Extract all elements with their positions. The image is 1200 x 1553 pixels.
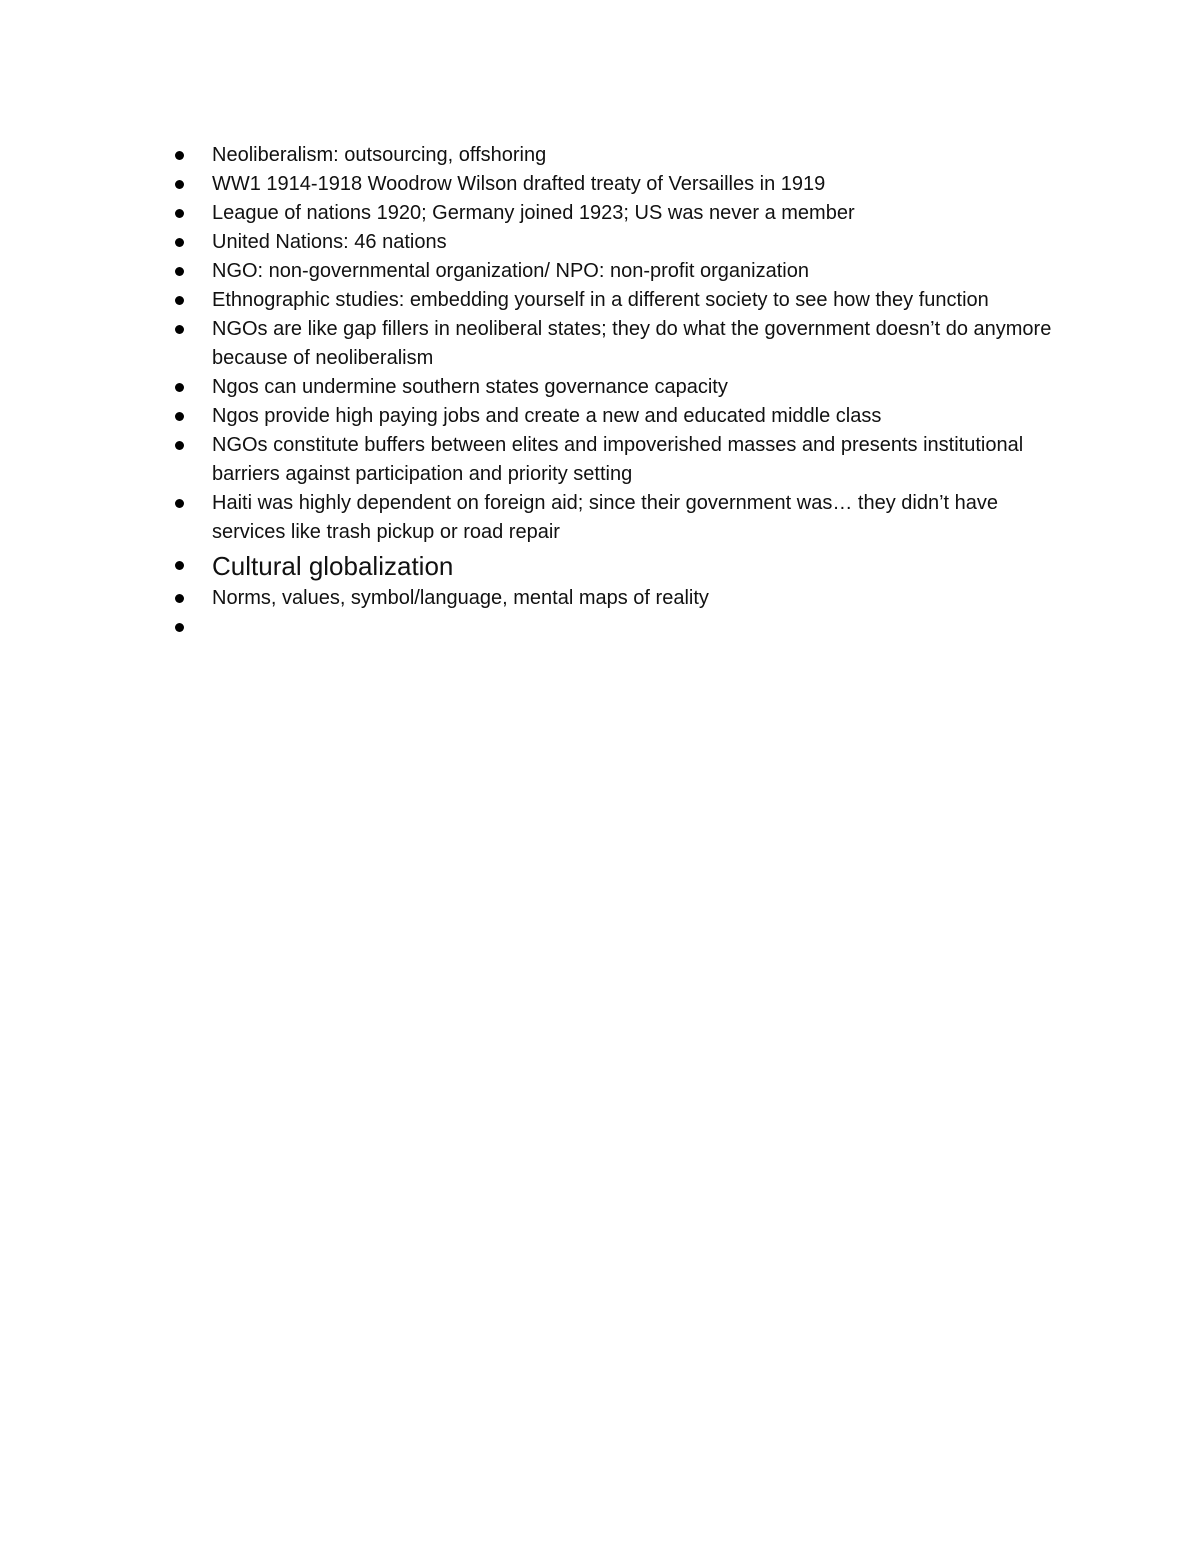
list-item xyxy=(0,228,1072,257)
list-item-text: League of nations 1920; Germany joined 1923; US was never a member xyxy=(212,202,855,224)
bullet-icon xyxy=(175,412,184,421)
bullet-icon xyxy=(175,383,184,392)
list-item xyxy=(0,584,1072,613)
list-item xyxy=(0,257,1072,286)
bullet-icon xyxy=(175,499,184,508)
list-item-text: Cultural globalization xyxy=(212,551,454,581)
bullet-icon xyxy=(175,267,184,276)
list-item-text: Haiti was highly dependent on foreign aid; since their government was… they didn’t have services like trash pickup or road repair xyxy=(212,492,999,543)
list-item-text: Ngos can undermine southern states governance capacity xyxy=(212,376,728,398)
list-item xyxy=(0,170,1072,199)
list-item xyxy=(0,431,1072,489)
list-item-heading xyxy=(0,547,1072,584)
list-item xyxy=(0,315,1072,373)
bullet-list xyxy=(0,141,1200,642)
bullet-icon xyxy=(175,441,184,450)
list-item-text: Ethnographic studies: embedding yourself in a different society to see how they function xyxy=(212,289,989,311)
list-item xyxy=(0,489,1072,547)
list-item-text: WW1 1914-1918 Woodrow Wilson drafted treaty of Versailles in 1919 xyxy=(212,173,826,195)
list-item xyxy=(0,373,1072,402)
list-item-text: NGO: non-governmental organization/ NPO: non-profit organization xyxy=(212,260,809,282)
list-item xyxy=(0,286,1072,315)
bullet-icon xyxy=(175,151,184,160)
bullet-icon xyxy=(175,180,184,189)
bullet-icon xyxy=(175,623,184,632)
bullet-icon xyxy=(175,238,184,247)
list-item-text: Norms, values, symbol/language, mental maps of reality xyxy=(212,587,709,609)
list-item xyxy=(0,402,1072,431)
list-item-empty[interactable] xyxy=(0,613,1072,642)
bullet-icon xyxy=(175,325,184,334)
list-item-text: NGOs constitute buffers between elites and impoverished masses and presents institutional barriers against participation and priority setting xyxy=(212,434,1024,485)
list-item-text: United Nations: 46 nations xyxy=(212,231,447,253)
list-item xyxy=(0,199,1072,228)
bullet-icon xyxy=(175,209,184,218)
list-item-text: Neoliberalism: outsourcing, offshoring xyxy=(212,144,547,166)
bullet-icon xyxy=(175,561,184,570)
list-item-text: Ngos provide high paying jobs and create a new and educated middle class xyxy=(212,405,882,427)
bullet-icon xyxy=(175,594,184,603)
list-item-text: NGOs are like gap fillers in neoliberal states; they do what the government doesn’t do anymore because of neoliberalism xyxy=(212,318,1052,369)
list-item xyxy=(0,141,1072,170)
bullet-icon xyxy=(175,296,184,305)
